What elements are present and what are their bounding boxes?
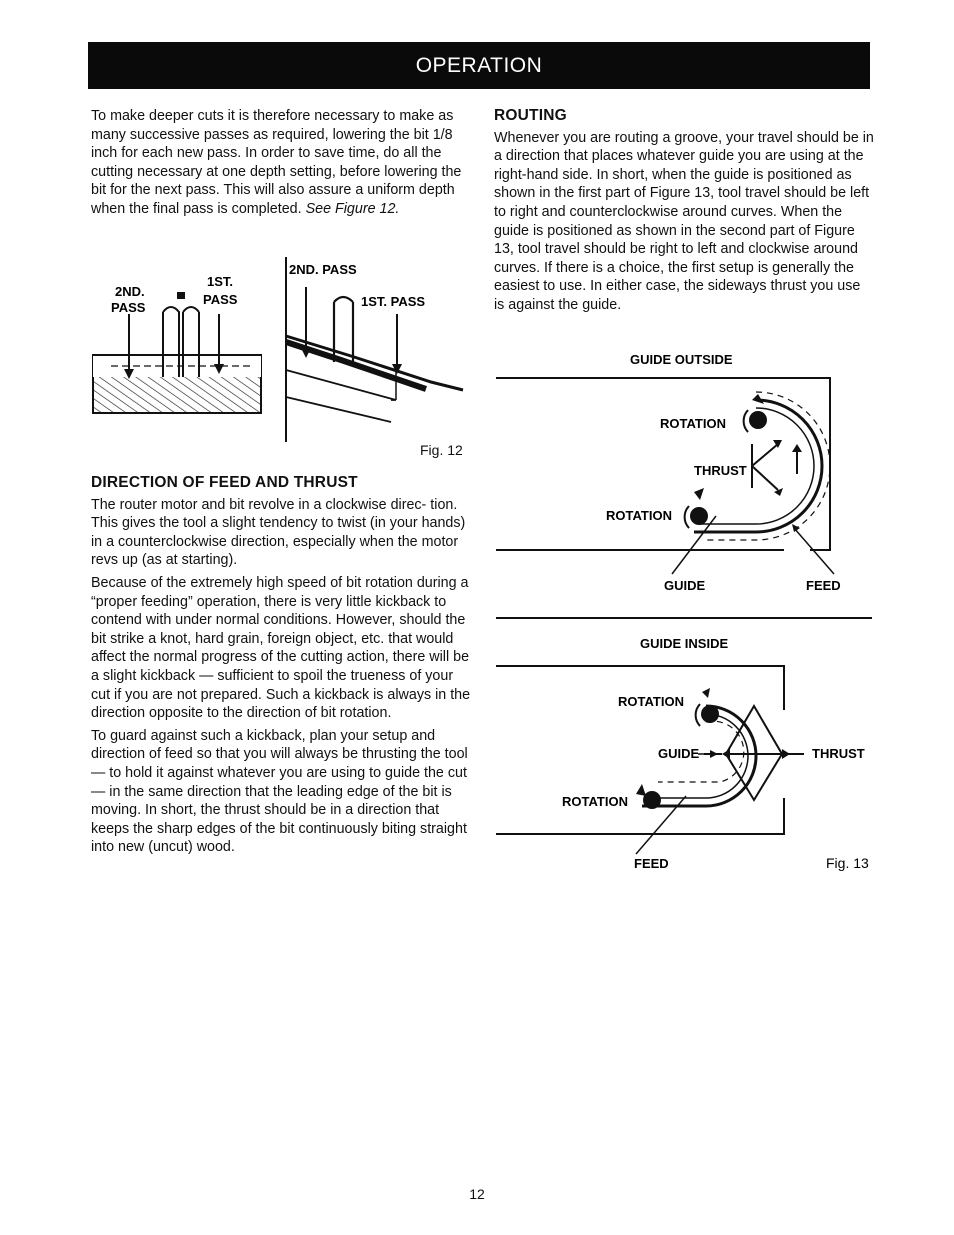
feed-thrust-heading: DIRECTION OF FEED AND THRUST — [91, 474, 358, 491]
inside-rotation-top-label: ROTATION — [618, 694, 684, 709]
outside-rotation-top-label: ROTATION — [660, 416, 726, 431]
guide-outside-title: GUIDE OUTSIDE — [630, 352, 733, 367]
inside-thrust-label: THRUST — [812, 746, 865, 761]
figure-13-drawing — [494, 348, 879, 878]
feed-paragraph-2: Because of the extremely high speed of bit rotation during a “proper feeding” operation, there is very little kickback to contend with under normal conditions. However, should the bit strike a knot, hard grain, foreign object, etc. that would affect the normal progress of the cutting action, there will be a slight kickback — sufficient to spoil the trueness of your cut if you are not prepared. Such a kickback is always in the direction opposite to the direction of bit rotation. — [91, 574, 471, 722]
outside-rotation-bottom-label: ROTATION — [606, 508, 672, 523]
label-2nd-pass: 2ND. PASS — [289, 262, 357, 277]
figure-12 — [91, 252, 469, 462]
groove-edge — [286, 342, 426, 389]
router-bit-shank — [177, 292, 185, 299]
feed-paragraph-1: The router motor and bit revolve in a clockwise direc- tion. This gives the tool a slight tendency to twist (in your hands) in a counterclockwise direction, especially when the motor revs up (as at starting). — [91, 496, 466, 569]
outside-thrust-arrows — [752, 444, 778, 490]
section-header: OPERATION — [88, 42, 870, 89]
routing-section — [494, 107, 874, 319]
label-pass-left: PASS — [111, 300, 146, 315]
guide-inside-title: GUIDE INSIDE — [640, 636, 729, 651]
label-1st-pass: 1ST. PASS — [361, 294, 426, 309]
outside-guide-label: GUIDE — [664, 578, 706, 593]
routing-paragraph: Whenever you are routing a groove, your travel should be in a direction that places whatever guide you are using at the right-hand side. In short, when the guide is positioned as shown in the first part of Figure 13, tool travel should be left to right and counterclockwise around curves. When the guide is positioned as shown in the second part of Figure 13, tool travel should be right to left and clockwise around curves. If there is a choice, the first setup is generally the easiest to use. In either case, the sideways thrust you use is against the guide. — [494, 129, 874, 313]
inside-guide-label: GUIDE — [658, 746, 700, 761]
figure-13 — [494, 348, 879, 878]
page-number: 12 — [469, 1186, 485, 1202]
inside-guide-fence-bottom — [496, 798, 784, 834]
inside-feed-label: FEED — [634, 856, 669, 871]
inside-rotation-bottom-label: ROTATION — [562, 794, 628, 809]
outside-feed-label: FEED — [806, 578, 841, 593]
outside-bit-bottom — [690, 507, 708, 525]
label-2nd: 2ND. — [115, 284, 145, 299]
figure-12-caption: Fig. 12 — [420, 442, 463, 458]
label-1st: 1ST. — [207, 274, 234, 289]
intro-paragraph-block — [91, 107, 469, 223]
inside-bit-top — [701, 705, 719, 723]
routing-heading: ROUTING — [494, 107, 567, 124]
intro-text: To make deeper cuts it is therefore necessary to make as many successive passes as required, lowering the bit 1/8 inch for each new pass. In order to save time, do all the cutting necessary at one depth setting, before lowering the bit for the next pass. This will also assure a uniform depth when the final pass is completed. — [91, 108, 462, 217]
feed-paragraph-3: To guard against such a kickback, plan your setup and direction of feed so that you will always be thrusting the tool — to hold it against whatever you are using to guide the cut — in the same direction that the leading edge of the bit is moving. In short, the thrust should be in a direction that keeps the sharp edges of the bit continuously biting straight into new (uncut) wood. — [91, 727, 468, 856]
figure-13-caption: Fig. 13 — [826, 855, 869, 871]
intro-paragraph — [91, 107, 469, 219]
figure-12-drawing — [91, 252, 469, 462]
inside-bit-bottom — [643, 791, 661, 809]
label-pass-right: PASS — [203, 292, 238, 307]
outside-thrust-label: THRUST — [694, 463, 747, 478]
feed-thrust-section — [91, 474, 473, 861]
outside-bit-top — [749, 411, 767, 429]
intro-figure-reference: See Figure 12. — [305, 200, 400, 217]
